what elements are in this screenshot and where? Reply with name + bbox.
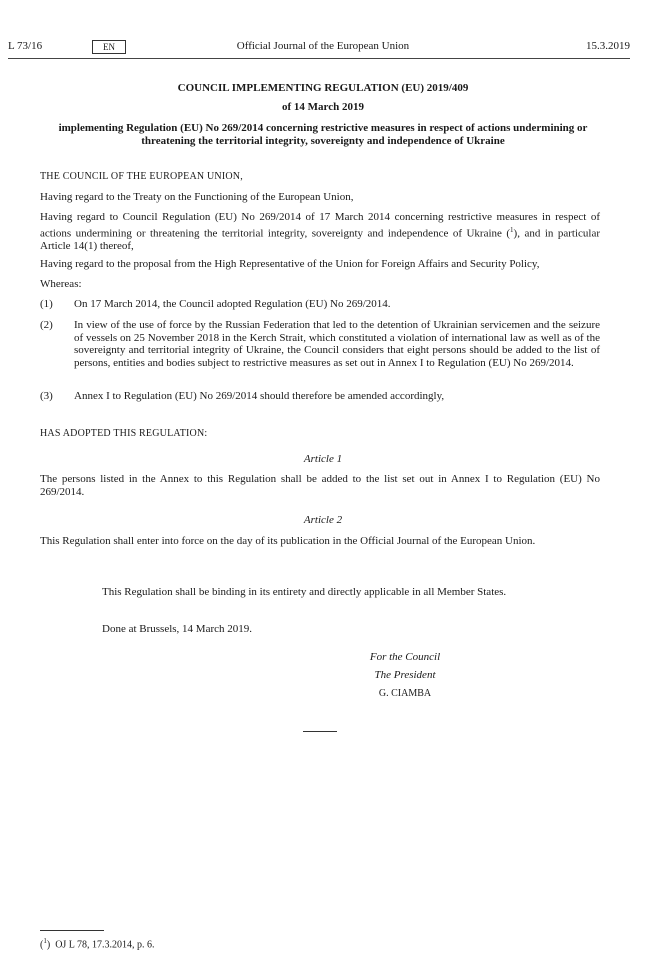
signature-for: For the Council xyxy=(369,651,441,663)
footnote-text: OJ L 78, 17.3.2014, p. 6. xyxy=(55,939,155,951)
signature-name: G. CIAMBA xyxy=(378,688,432,699)
header-divider xyxy=(8,58,630,59)
footnote-reference[interactable]: 1 xyxy=(510,225,514,234)
footnote-mark: 1 xyxy=(43,937,47,945)
footnote-divider xyxy=(40,930,104,931)
recital-number: (2) xyxy=(40,319,53,331)
council-line: THE COUNCIL OF THE EUROPEAN UNION, xyxy=(40,171,243,182)
preamble-regulation-text-b: ), and in particular Article 14(1) thereof, xyxy=(40,227,600,252)
page-reference: L 73/16 xyxy=(8,40,43,52)
recital-text: On 17 March 2014, the Council adopted Regulation (EU) No 269/2014. xyxy=(74,298,391,310)
regulation-subtitle: implementing Regulation (EU) No 269/2014 concerning restrictive measures in respect of actions undermining or threatening the territorial integrity, sovereignty and independence of Ukraine xyxy=(58,122,588,147)
done-at: Done at Brussels, 14 March 2019. xyxy=(102,623,253,635)
article-text: This Regulation shall enter into force on the day of its publication in the Official Journal of the European Union. xyxy=(40,535,536,547)
recital-number: (3) xyxy=(40,390,53,402)
preamble-regulation-text-a: Having regard to Council Regulation (EU) No 269/2014 of 17 March 2014 concerning restrictive measures in respect of actions undermining or threatening the territorial integrity, sovereignty and independence of Ukraine ( xyxy=(40,211,600,240)
recital-text: In view of the use of force by the Russian Federation that led to the detention of Ukrainian servicemen and the seizure of vessels on 25 November 2018 in the Kerch Strait, which constituted a violation of international law as well as of the sovereignty and territorial integrity of Ukraine, the Council considers that eight persons should be added to the list of persons, entities and bodies subject to restrictive measures as set out in Annex I to Regulation (EU) No 269/2014. xyxy=(74,319,600,369)
article-text: The persons listed in the Annex to this Regulation shall be added to the list set out in Annex I to Regulation (EU) No 269/2014. xyxy=(40,473,600,498)
article-heading: Article 2 xyxy=(303,514,343,526)
binding-statement: This Regulation shall be binding in its entirety and directly applicable in all Member States. xyxy=(102,586,507,598)
end-divider xyxy=(303,731,337,732)
recital-text: Annex I to Regulation (EU) No 269/2014 should therefore be amended accordingly, xyxy=(74,390,445,402)
journal-title: Official Journal of the European Union xyxy=(236,40,410,52)
footnote: ($^1$) OJ L 78, 17.3.2014, p. 6. xyxy=(40,937,155,951)
regulation-date: of 14 March 2019 xyxy=(282,101,364,113)
signature-role: The President xyxy=(374,669,436,681)
language-badge: EN xyxy=(92,40,126,54)
recital-number: (1) xyxy=(40,298,53,310)
preamble-treaty: Having regard to the Treaty on the Functioning of the European Union, xyxy=(40,191,354,203)
publication-date: 15.3.2019 xyxy=(586,40,630,52)
article-heading: Article 1 xyxy=(303,453,343,465)
page-header xyxy=(0,40,646,56)
regulation-title: COUNCIL IMPLEMENTING REGULATION (EU) 2019/409 xyxy=(177,82,469,94)
adopted-line: HAS ADOPTED THIS REGULATION: xyxy=(40,428,208,439)
preamble-regulation xyxy=(40,211,600,252)
whereas-label: Whereas: xyxy=(40,278,82,290)
preamble-proposal: Having regard to the proposal from the High Representative of the Union for Foreign Affairs and Security Policy, xyxy=(40,258,540,270)
